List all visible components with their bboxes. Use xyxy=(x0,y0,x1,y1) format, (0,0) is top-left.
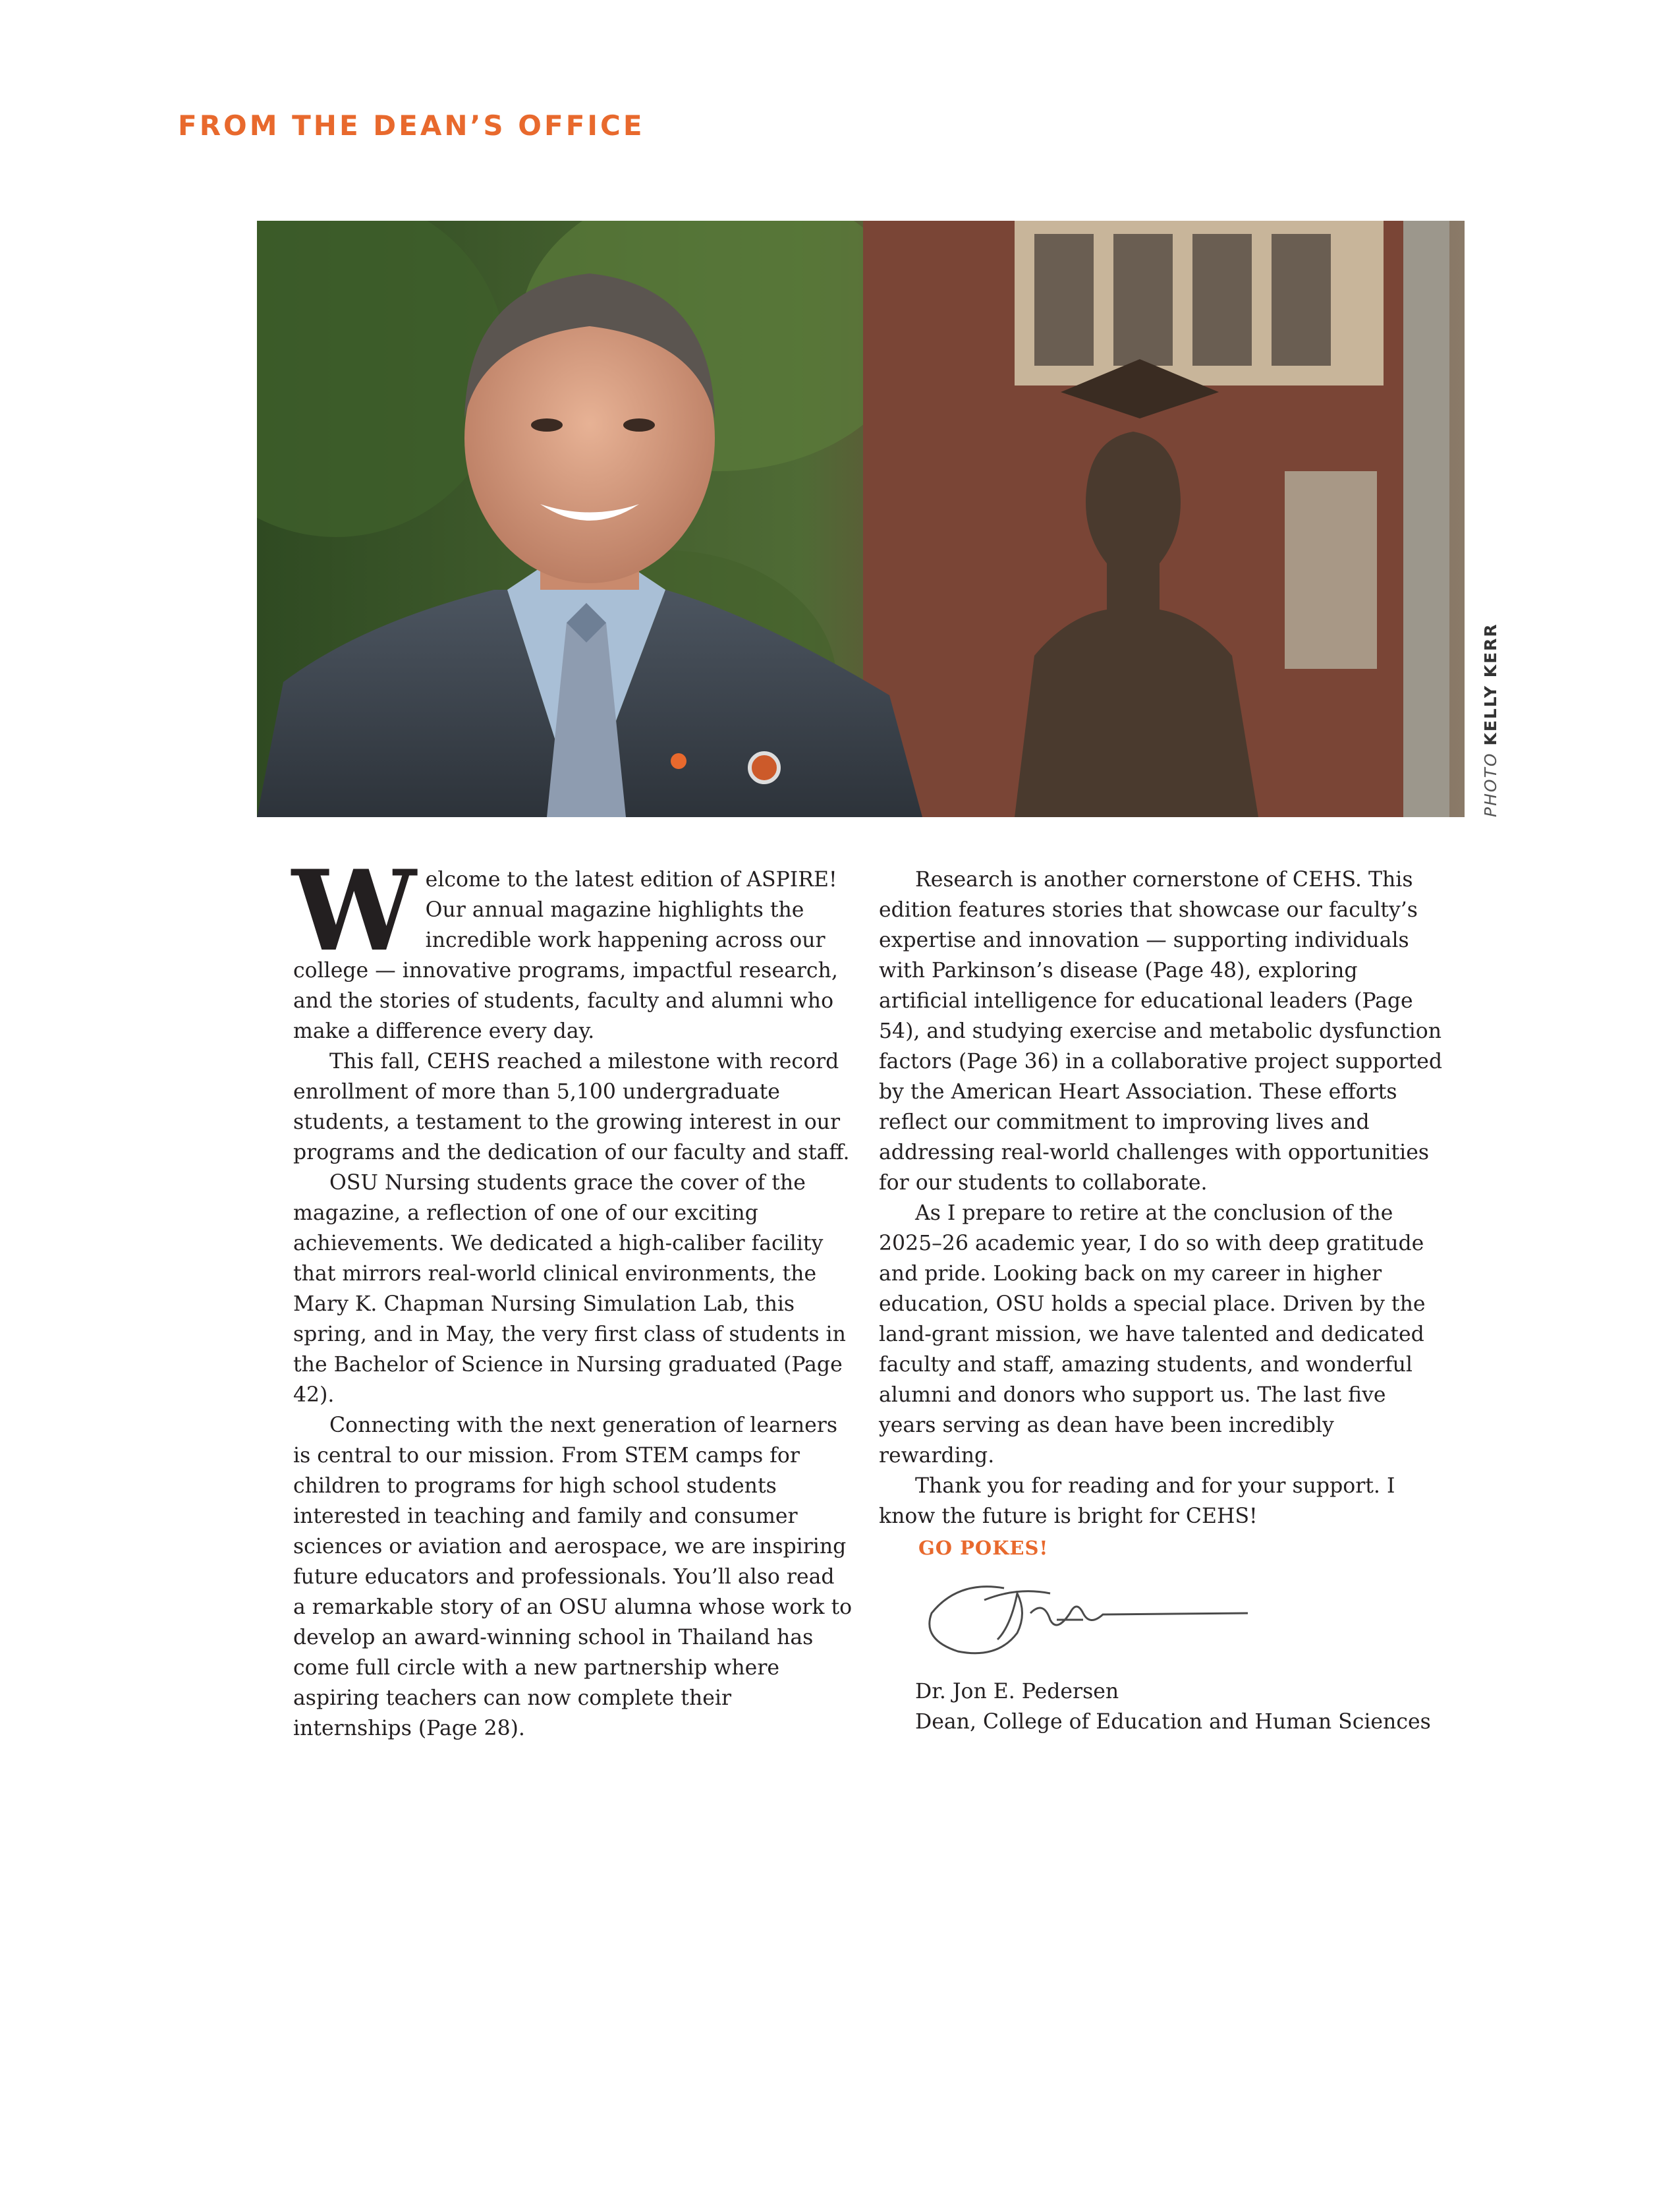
letter-paragraph: As I prepare to retire at the conclusion of the 2025–26 academic year, I do so with deep gratitude and pride. Looking back on my career in higher education, OSU holds a special place. Driven by the land-grant mission, we have talented and dedicated faculty and staff, amazing students, and wonderful alumni and donors who support us. The last five years serving as dean have been incredibly rewarding. xyxy=(879,1201,1426,1468)
handwritten-signature xyxy=(918,1574,1261,1666)
drop-cap: W xyxy=(292,845,416,976)
closing-go-pokes: GO POKES! xyxy=(918,1537,1049,1559)
signer-name: Dr. Jon E. Pedersen xyxy=(915,1680,1119,1703)
letter-paragraph: Connecting with the next generation of learners is central to our mission. From STEM camps for children to programs for high school students interested in teaching and family and consumer sciences or aviation and aerospace, we are inspiring future educators and professionals. You’ll also read a remarkable story of an OSU alumna whose work to develop an award-winning school in Thailand has come full circle with a new partnership where aspiring teachers can now complete their internships (Page 28). xyxy=(293,1414,853,1740)
letter-paragraph: OSU Nursing students grace the cover of the magazine, a reflection of one of our exciting achievements. We dedicated a high-caliber facility that mirrors real-world clinical environments, the Mary K. Chapman Nursing Simulation Lab, this spring, and in May, the very first class of students in the Bachelor of Science in Nursing graduated (Page 42). xyxy=(293,1171,846,1407)
photo-credit xyxy=(1481,623,1500,817)
letter-left-column xyxy=(292,845,853,1744)
letter-paragraph: Welcome to the latest edition of ASPIRE! Our annual magazine highlights the incredible work happening across our college — innovative programs, impactful research, and the stories of students, faculty and alumni who make a difference every day. xyxy=(292,845,838,1043)
photo-credit-name: KELLY KERR xyxy=(1481,623,1500,746)
section-label: FROM THE DEAN’S OFFICE xyxy=(178,109,645,142)
letter-right-column xyxy=(879,865,1445,1737)
photo-credit-prefix: PHOTO xyxy=(1481,752,1500,817)
signer-title: Dean, College of Education and Human Sciences xyxy=(915,1710,1431,1734)
dean-portrait-photo xyxy=(257,221,1465,817)
letter-paragraph: This fall, CEHS reached a milestone with record enrollment of more than 5,100 undergraduate students, a testament to the growing interest in our programs and the dedication of our faculty and staff. xyxy=(293,1050,850,1164)
letter-paragraph: Thank you for reading and for your support. I know the future is bright for CEHS! xyxy=(879,1474,1395,1528)
signature-block xyxy=(915,1676,1445,1737)
letter-paragraph: Research is another cornerstone of CEHS. This edition features stories that showcase our faculty’s expertise and innovation — supporting individuals with Parkinson’s disease (Page 48), exploring artificial intelligence for educational leaders (Page 54), and studying exercise and metabolic dysfunction factors (Page 36) in a collaborative project supported by the American Heart Association. These efforts reflect our commitment to improving lives and addressing real-world challenges with opportunities for our students to collaborate. xyxy=(879,868,1443,1195)
